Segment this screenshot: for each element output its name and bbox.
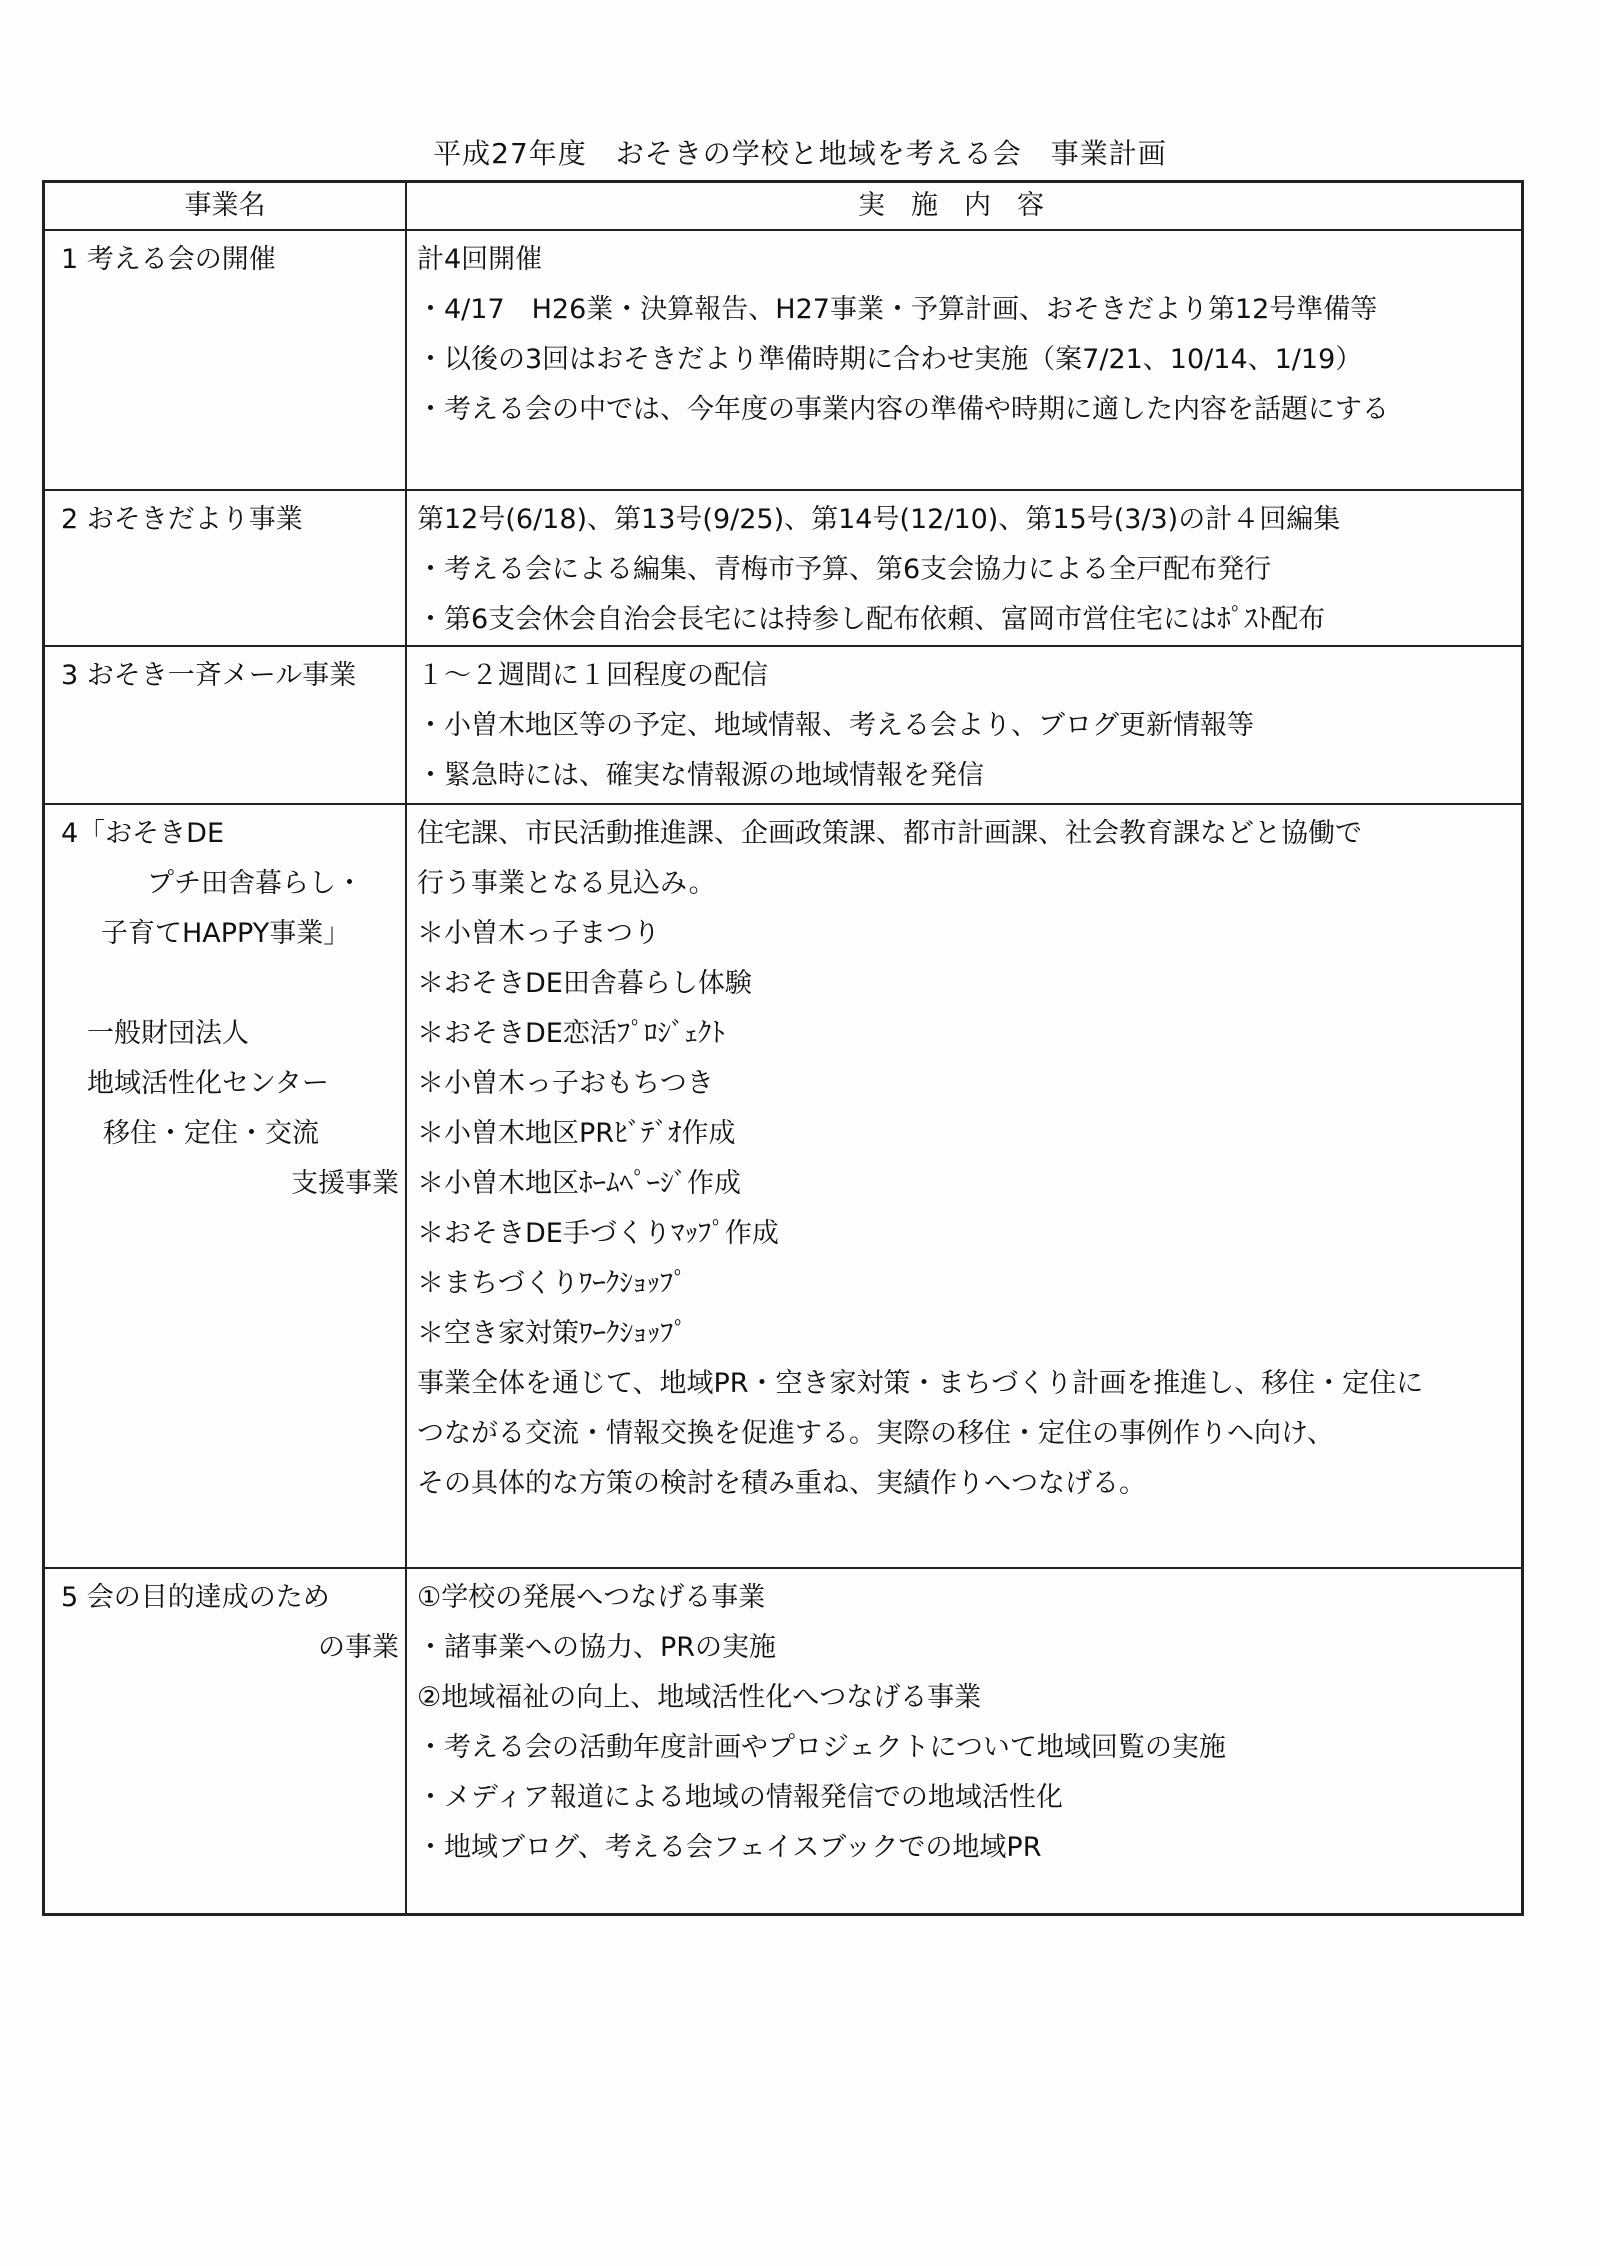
business-name-line: 地域活性化センター [87, 1068, 329, 1099]
business-name-line: 1 考える会の開催 [61, 244, 276, 275]
business-name-line: 移住・定住・交流 [103, 1118, 319, 1149]
business-name-line: 3 おそき一斉メール事業 [61, 660, 357, 691]
table-header-row [44, 182, 1523, 231]
business-name-cell [44, 490, 407, 646]
table-row [44, 646, 1523, 804]
content-line: ＊おそきDE田舎暮らし体験 [417, 968, 752, 999]
content-line: ・諸事業への協力、PRの実施 [417, 1632, 777, 1663]
content-line: ＊小曽木地区ﾎｰﾑﾍﾟｰｼﾞ作成 [417, 1168, 741, 1199]
business-name-cell [44, 646, 407, 804]
content-line: ＊小曽木地区PRﾋﾞﾃﾞｵ作成 [417, 1118, 736, 1149]
content-line: ・地域ブログ、考える会フェイスブックでの地域PR [417, 1832, 1042, 1863]
content-line: 住宅課、市民活動推進課、企画政策課、都市計画課、社会教育課などと協働で [417, 818, 1362, 849]
content-line: ・緊急時には、確実な情報源の地域情報を発信 [417, 760, 984, 791]
business-name-line: 支援事業 [291, 1168, 399, 1199]
content-line: ＊小曽木っ子まつり [417, 918, 660, 949]
content-cell [406, 1568, 1523, 1915]
content-line: ②地域福祉の向上、地域活性化へつなげる事業 [417, 1682, 982, 1713]
spacer [61, 959, 399, 1009]
content-line: ・小曽木地区等の予定、地域情報、考える会より、ブログ更新情報等 [417, 710, 1254, 741]
content-line: 第12号(6/18)、第13号(9/25)、第14号(12/10)、第15号(3/3)の計４回編集 [417, 504, 1341, 535]
business-name-line: の事業 [318, 1632, 399, 1663]
content-line: ＊おそきDE手づくりﾏｯﾌﾟ作成 [417, 1218, 779, 1249]
content-line: 行う事業となる見込み。 [417, 868, 716, 899]
business-plan-table [42, 180, 1524, 1916]
business-name-cell [44, 230, 407, 490]
table-row [44, 804, 1523, 1568]
content-cell [406, 646, 1523, 804]
content-line: ＊おそきDE恋活ﾌﾟﾛｼﾞｪｸﾄ [417, 1018, 725, 1049]
content-line: ・考える会による編集、青梅市予算、第6支会協力による全戸配布発行 [417, 554, 1272, 585]
table-row [44, 230, 1523, 490]
header-business-name: 事業名 [44, 182, 407, 231]
content-cell [406, 490, 1523, 646]
content-line: ・考える会の活動年度計画やプロジェクトについて地域回覧の実施 [417, 1732, 1226, 1763]
content-line: つながる交流・情報交換を促進する。実際の移住・定住の事例作りへ向け、 [417, 1418, 1334, 1449]
business-name-cell [44, 1568, 407, 1915]
business-name-line: 4「おそきDE [61, 818, 225, 849]
table-row [44, 490, 1523, 646]
content-line: ・メディア報道による地域の情報発信での地域活性化 [417, 1782, 1063, 1813]
business-name-line: 一般財団法人 [87, 1018, 249, 1049]
content-line: その具体的な方策の検討を積み重ね、実績作りへつなげる。 [417, 1468, 1146, 1499]
business-name-cell [44, 804, 407, 1568]
content-line: ＊まちづくりﾜｰｸｼｮｯﾌﾟ [417, 1268, 687, 1299]
table-row [44, 1568, 1523, 1915]
page-title: 平成27年度 おそきの学校と地域を考える会 事業計画 [433, 137, 1167, 170]
content-line: ・4/17 H26業・決算報告、H27事業・予算計画、おそきだより第12号準備等 [417, 294, 1378, 325]
content-cell [406, 804, 1523, 1568]
business-name-line: 子育てHAPPY事業」 [101, 918, 351, 949]
business-name-line: 5 会の目的達成のため [61, 1582, 330, 1613]
content-line: 計4回開催 [417, 244, 543, 275]
content-cell [406, 230, 1523, 490]
business-name-line: プチ田舎暮らし・ [147, 868, 363, 899]
content-line: ・第6支会休会自治会長宅には持参し配布依頼、富岡市営住宅にはﾎﾟｽﾄ配布 [417, 604, 1326, 635]
business-name-line: 2 おそきだより事業 [61, 504, 303, 535]
content-line: 事業全体を通じて、地域PR・空き家対策・まちづくり計画を推進し、移住・定住に [417, 1368, 1424, 1399]
header-content: 実施内容 [406, 182, 1523, 231]
content-line: ・考える会の中では、今年度の事業内容の準備や時期に適した内容を話題にする [417, 394, 1389, 425]
content-line: ＊空き家対策ﾜｰｸｼｮｯﾌﾟ [417, 1318, 687, 1349]
content-line: ・以後の3回はおそきだより準備時期に合わせ実施（案7/21、10/14、1/19） [417, 344, 1363, 375]
content-line: １～２週間に１回程度の配信 [417, 660, 768, 691]
content-line: ＊小曽木っ子おもちつき [417, 1068, 714, 1099]
content-line: ①学校の発展へつなげる事業 [417, 1582, 766, 1613]
